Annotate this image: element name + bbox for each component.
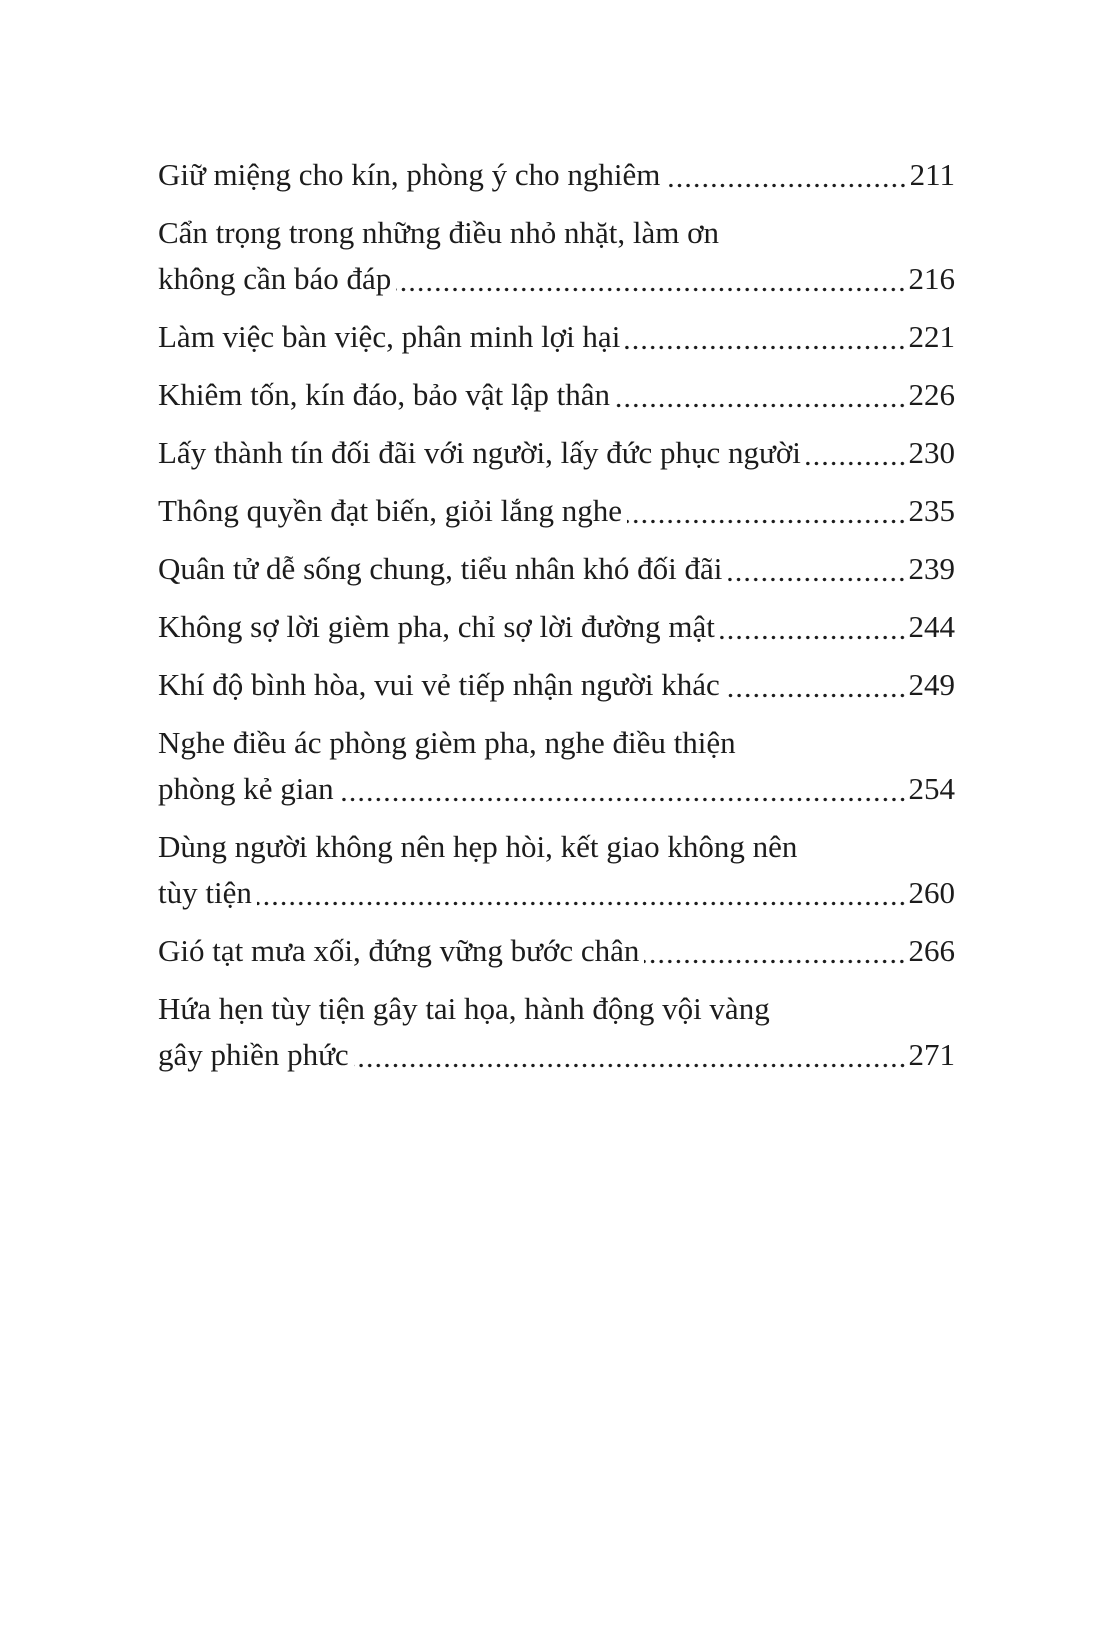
toc-entry	[158, 546, 955, 592]
dot-leader	[627, 488, 906, 534]
toc-entry-line: Cẩn trọng trong những điều nhỏ nhặt, làm ơn	[158, 215, 719, 250]
page-number: 239	[908, 551, 955, 586]
toc-entry-title: Không sợ lời gièm pha, chỉ sợ lời đường mật	[158, 609, 715, 644]
page-number: 230	[908, 435, 955, 470]
toc-entry-title: Làm việc bàn việc, phân minh lợi hại	[158, 319, 621, 354]
toc-entry-last-row	[158, 314, 955, 360]
toc-entry	[158, 662, 955, 708]
toc-entry	[158, 720, 955, 812]
page-number: 271	[908, 1037, 955, 1072]
toc-entry-last-row	[158, 1032, 955, 1078]
toc-entry-last-row	[158, 766, 955, 812]
dot-leader	[727, 546, 906, 592]
toc-entry-title: gây phiền phức	[158, 1037, 349, 1072]
page-number: 249	[908, 667, 955, 702]
toc-entry	[158, 488, 955, 534]
toc-entry-title: Khí độ bình hòa, vui vẻ tiếp nhận người khác	[158, 667, 720, 702]
toc-entry-title: Thông quyền đạt biến, giỏi lắng nghe	[158, 493, 623, 528]
dot-leader	[396, 256, 906, 302]
toc-entry-title: tùy tiện	[158, 875, 252, 910]
dot-leader	[257, 870, 907, 916]
toc-entry-title: phòng kẻ gian	[158, 771, 334, 806]
page-number: 244	[908, 609, 955, 644]
toc-entry-title: Lấy thành tín đối đãi với người, lấy đức phục người	[158, 435, 801, 470]
page-number: 226	[908, 377, 955, 412]
dot-leader	[644, 928, 906, 974]
page-number: 216	[908, 261, 955, 296]
dot-leader	[720, 604, 907, 650]
dot-leader	[806, 430, 907, 476]
page-number: 260	[908, 875, 955, 910]
toc-entry-last-row	[158, 152, 955, 198]
toc-entry-last-row	[158, 256, 955, 302]
dot-leader	[354, 1032, 907, 1078]
toc-entry-last-row	[158, 662, 955, 708]
toc-entry-title: Quân tử dễ sống chung, tiểu nhân khó đối đãi	[158, 551, 723, 586]
toc-entry-last-row	[158, 488, 955, 534]
page-number: 254	[908, 771, 955, 806]
page-number: 211	[909, 157, 955, 192]
toc-entry-last-row	[158, 546, 955, 592]
toc-entry-last-row	[158, 372, 955, 418]
toc-entry-last-row	[158, 928, 955, 974]
toc-entry	[158, 314, 955, 360]
toc-entry-line: Dùng người không nên hẹp hòi, kết giao không nên	[158, 829, 798, 864]
toc-entry-last-row	[158, 430, 955, 476]
dot-leader	[665, 152, 907, 198]
toc-entry-title: không cần báo đáp	[158, 261, 392, 296]
toc-entry	[158, 986, 955, 1078]
dot-leader	[725, 662, 907, 708]
toc-entry-last-row	[158, 870, 955, 916]
toc-entry-line: Hứa hẹn tùy tiện gây tai họa, hành động vội vàng	[158, 991, 770, 1026]
page-number: 235	[908, 493, 955, 528]
toc-entry	[158, 604, 955, 650]
toc-entry-title: Gió tạt mưa xối, đứng vững bước chân	[158, 933, 640, 968]
toc-entry	[158, 824, 955, 916]
page-number: 266	[908, 933, 955, 968]
table-of-contents	[158, 152, 955, 1090]
dot-leader	[625, 314, 906, 360]
toc-entry	[158, 152, 955, 198]
toc-entry-line: Nghe điều ác phòng gièm pha, nghe điều thiện	[158, 725, 736, 760]
dot-leader	[339, 766, 907, 812]
toc-entry-title: Giữ miệng cho kín, phòng ý cho nghiêm	[158, 157, 661, 192]
dot-leader	[615, 372, 907, 418]
toc-entry	[158, 430, 955, 476]
toc-entry	[158, 372, 955, 418]
toc-entry-last-row	[158, 604, 955, 650]
toc-entry	[158, 210, 955, 302]
page-number: 221	[908, 319, 955, 354]
toc-entry-title: Khiêm tốn, kín đáo, bảo vật lập thân	[158, 377, 610, 412]
toc-entry	[158, 928, 955, 974]
